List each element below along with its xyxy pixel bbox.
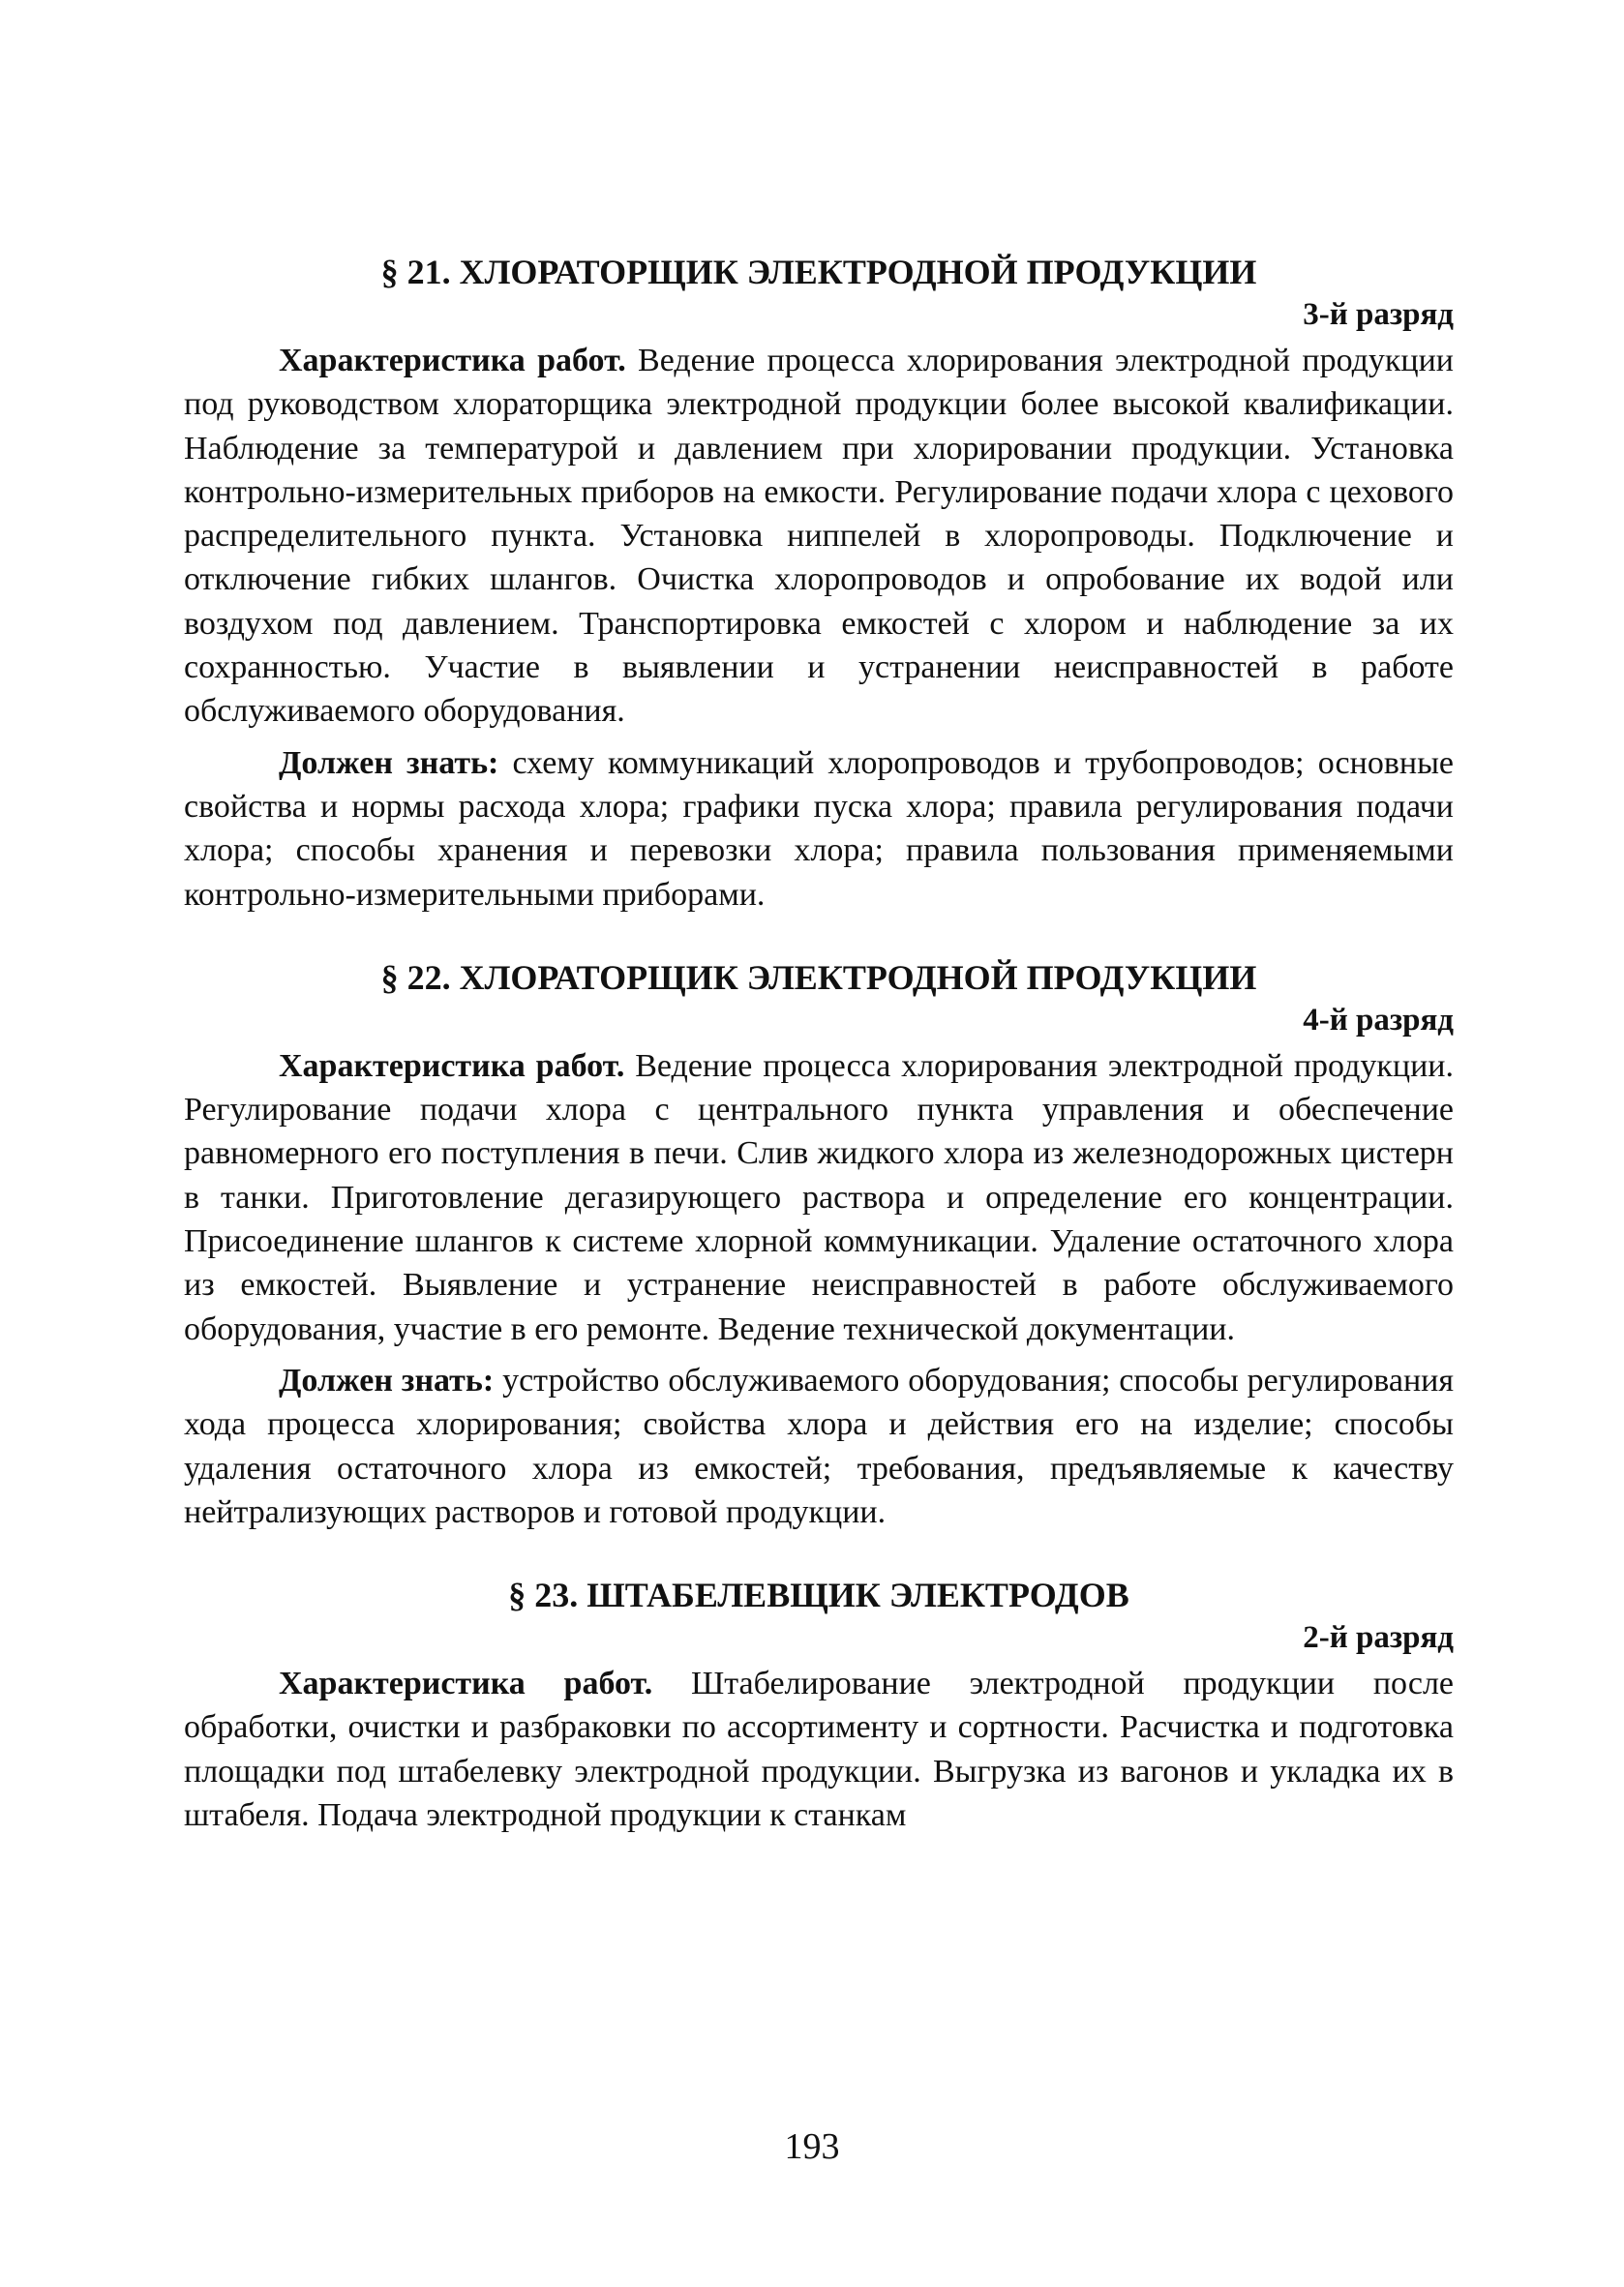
section-title: § 22. ХЛОРАТОРЩИК ЭЛЕКТРОДНОЙ ПРОДУКЦИИ bbox=[380, 957, 1257, 997]
section-title: § 23. ШТАБЕЛЕВЩИК ЭЛЕКТРОДОВ bbox=[508, 1576, 1129, 1615]
knowledge-text: схему коммуникаций хлоропроводов и трубопроводов; основные свойства и нормы расхода хлора; графики пуска хлора; правила регулирования подачи хлора; способы хранения и перевозки хлора; правила пользования применяемыми контрольно-измерительными приборами. bbox=[184, 744, 1455, 913]
characteristics-label: Характеристика работ. bbox=[279, 1047, 625, 1084]
characteristics-paragraph bbox=[184, 339, 1454, 734]
section-21 bbox=[184, 250, 1454, 917]
section-23 bbox=[184, 1573, 1454, 1837]
knowledge-text: устройство обслуживаемого оборудования; способы регулирования хода процесса хлорирования; свойства хлора и действия его на изделие; способы удаления остаточного хлора из емкостей; требования, предъявляемые к качеству нейтрализующих растворов и готовой продукции. bbox=[184, 1362, 1454, 1530]
knowledge-paragraph bbox=[184, 1359, 1454, 1534]
characteristics-text: Ведение процесса хлорирования электродной продукции. Регулирование подачи хлора с центрального пункта управления и обеспечение равномерного его поступления в печи. Слив жидкого хлора из железнодорожных цистерн в танки. Приготовление дегазирующего раствора и определение его концентрации. Присоединение шлангов к системе хлорной коммуникации. Удаление остаточного хлора из емкостей. Выявление и устранение неисправностей в работе обслуживаемого оборудования, участие в его ремонте. Ведение технической документации. bbox=[184, 1047, 1454, 1347]
grade-label: 2-й разряд bbox=[1303, 1620, 1454, 1656]
characteristics-text: Штабелирование электродной продукции после обработки, очистки и разбраковки по ассортименту и сортности. Расчистка и подготовка площадки под штабелевку электродной продукции. Выгрузка из вагонов и укладка их в штабеля. Подача электродной продукции к станкам bbox=[184, 1666, 1455, 1834]
page-number: 193 bbox=[784, 2126, 840, 2167]
characteristics-paragraph bbox=[184, 1662, 1454, 1837]
characteristics-paragraph bbox=[184, 1044, 1454, 1351]
knowledge-label: Должен знать: bbox=[279, 744, 499, 781]
section-22 bbox=[184, 955, 1454, 1534]
characteristics-label: Характеристика работ. bbox=[279, 1666, 653, 1702]
characteristics-label: Характеристика работ. bbox=[279, 343, 626, 378]
grade-label: 3-й разряд bbox=[1303, 297, 1454, 332]
knowledge-paragraph bbox=[184, 741, 1454, 917]
knowledge-label: Должен знать: bbox=[279, 1362, 495, 1399]
grade-label: 4-й разряд bbox=[1303, 1002, 1454, 1038]
section-title: § 21. ХЛОРАТОРЩИК ЭЛЕКТРОДНОЙ ПРОДУКЦИИ bbox=[380, 253, 1257, 291]
characteristics-text: Ведение процесса хлорирования электродной продукции под руководством хлораторщика электродной продукции более высокой квалификации. Наблюдение за температурой и давлением при хлорировании продукции. Установка контрольно-измерительных приборов на емкости. Регулирование подачи хлора с цехового распределительного пункта. Установка ниппелей в хлоропроводы. Подключение и отключение гибких шлангов. Очистка хлоропроводов и опробование их водой или воздухом под давлением. Транспортировка емкостей с хлором и наблюдение за их сохранностью. Участие в выявлении и устранении неисправностей в работе обслуживаемого оборудования. bbox=[184, 343, 1454, 730]
page-body bbox=[184, 250, 1454, 1876]
